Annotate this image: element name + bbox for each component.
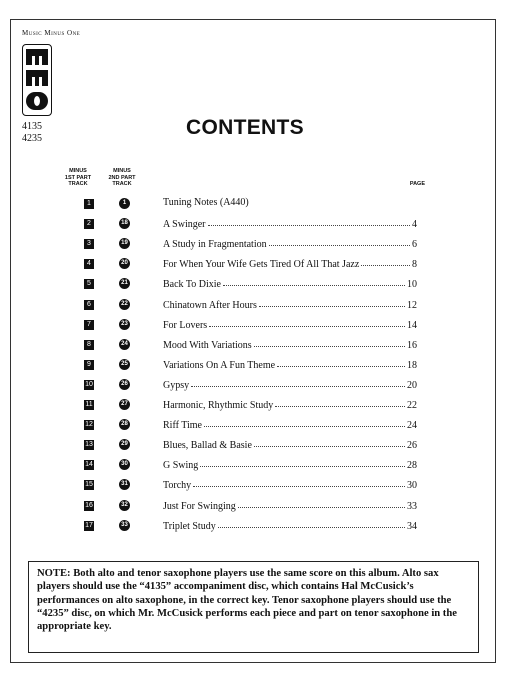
dot-leader bbox=[254, 436, 405, 447]
entry-line bbox=[163, 437, 417, 451]
second-part-track-number: 28 bbox=[119, 419, 130, 430]
publisher-name: Music Minus One bbox=[22, 29, 81, 37]
list-item bbox=[0, 216, 507, 236]
entry-page: 14 bbox=[407, 319, 417, 331]
second-part-track-number: 21 bbox=[119, 278, 130, 289]
entry-page: 10 bbox=[407, 279, 417, 291]
entry-title: Back To Dixie bbox=[163, 279, 221, 291]
entry-line bbox=[163, 337, 417, 351]
second-part-track-number: 22 bbox=[119, 299, 130, 310]
dot-leader bbox=[204, 416, 405, 427]
catalog-numbers bbox=[22, 121, 42, 145]
second-part-track-number: 1 bbox=[119, 198, 130, 209]
list-item bbox=[0, 297, 507, 317]
first-part-track-number: 12 bbox=[85, 421, 93, 429]
dot-leader bbox=[277, 356, 405, 367]
first-part-track-number: 15 bbox=[85, 481, 93, 489]
entry-page: 6 bbox=[412, 239, 417, 251]
dot-leader bbox=[193, 476, 405, 487]
entry-line bbox=[163, 297, 417, 311]
entry-page: 28 bbox=[407, 460, 417, 472]
entry-title: A Swinger bbox=[163, 219, 206, 231]
dot-leader bbox=[259, 296, 405, 307]
entry-title: Riff Time bbox=[163, 420, 202, 432]
second-part-track-number: 30 bbox=[119, 459, 130, 470]
catalog-number: 4235 bbox=[22, 133, 42, 144]
logo-o bbox=[26, 92, 48, 110]
dot-leader bbox=[254, 336, 405, 347]
logo-m-top bbox=[26, 49, 48, 65]
list-item bbox=[0, 317, 507, 337]
logo-m-middle bbox=[26, 70, 48, 86]
entry-title: Mood With Variations bbox=[163, 339, 252, 351]
list-item bbox=[0, 477, 507, 497]
list-item bbox=[0, 236, 507, 256]
first-part-track-number: 2 bbox=[84, 219, 94, 229]
entry-line bbox=[163, 196, 417, 210]
entry-title: Blues, Ballad & Basie bbox=[163, 440, 252, 452]
entry-title: For Lovers bbox=[163, 319, 208, 331]
list-item bbox=[0, 256, 507, 276]
first-part-track-number: 14 bbox=[85, 461, 93, 469]
dot-leader bbox=[191, 376, 405, 387]
list-item bbox=[0, 417, 507, 437]
first-part-track-number: 3 bbox=[84, 239, 94, 249]
header-text: MINUS 1ST PART TRACK bbox=[64, 168, 92, 187]
entry-line bbox=[163, 317, 417, 331]
entry-page: 34 bbox=[407, 520, 417, 532]
list-item bbox=[0, 357, 507, 377]
list-item bbox=[0, 196, 507, 216]
entry-page: 24 bbox=[407, 420, 417, 432]
second-part-track-number: 33 bbox=[119, 520, 130, 531]
catalog-number: 4135 bbox=[22, 121, 42, 132]
entry-line bbox=[163, 498, 417, 512]
first-part-track-number: 11 bbox=[85, 401, 93, 408]
dot-leader bbox=[218, 517, 405, 528]
second-part-track-number: 29 bbox=[119, 439, 130, 450]
second-part-track-number: 18 bbox=[119, 218, 130, 229]
header-text: MINUS 2ND PART TRACK bbox=[108, 168, 136, 187]
second-part-track-number: 19 bbox=[119, 238, 130, 249]
entry-line bbox=[163, 417, 417, 431]
first-part-track-number: 5 bbox=[84, 279, 94, 289]
entry-line bbox=[163, 276, 417, 290]
entry-page: 16 bbox=[407, 339, 417, 351]
list-item bbox=[0, 518, 507, 538]
entry-page: 20 bbox=[407, 379, 417, 391]
first-part-track-number: 4 bbox=[84, 259, 94, 269]
dot-leader bbox=[209, 316, 405, 327]
list-item bbox=[0, 276, 507, 296]
first-part-track-number: 10 bbox=[85, 380, 93, 388]
dot-leader bbox=[269, 235, 410, 246]
entry-title: Harmonic, Rhythmic Study bbox=[163, 400, 274, 411]
entry-title: Torchy bbox=[163, 480, 192, 492]
note-box: NOTE: Both alto and tenor saxophone players use the same score on this album. Alto sax players should use the “4135” accompaniment disc, which contains Hal McCusick’s performances on alto saxophone, in the correct key. Tenor saxophone players should use the “4235” disc, on which Mr. McCusick performs each piece and part on tenor saxophone in the appropriate key. bbox=[28, 561, 479, 653]
list-item bbox=[0, 437, 507, 457]
page-title: CONTENTS bbox=[186, 116, 304, 139]
second-part-track-number: 31 bbox=[119, 479, 130, 490]
entry-title: G Swing bbox=[163, 460, 199, 472]
entry-line bbox=[163, 236, 417, 250]
first-part-track-number: 9 bbox=[84, 360, 94, 370]
entry-title: For When Your Wife Gets Tired Of All That Jazz bbox=[163, 259, 360, 271]
entry-page: 22 bbox=[407, 400, 417, 411]
entry-line bbox=[163, 216, 417, 230]
list-item bbox=[0, 337, 507, 357]
dot-leader bbox=[223, 275, 405, 286]
first-part-track-number: 6 bbox=[84, 300, 94, 310]
entry-page: 8 bbox=[412, 259, 417, 271]
first-part-track-number: 8 bbox=[84, 340, 94, 350]
entry-line bbox=[163, 377, 417, 391]
entry-title: Gypsy bbox=[163, 379, 190, 391]
list-item bbox=[0, 397, 507, 417]
list-item bbox=[0, 498, 507, 518]
second-part-track-number: 25 bbox=[119, 359, 130, 370]
entry-page: 26 bbox=[407, 440, 417, 452]
entry-line bbox=[163, 357, 417, 371]
second-part-track-number: 26 bbox=[119, 379, 130, 390]
first-part-track-number: 7 bbox=[84, 320, 94, 330]
dot-leader bbox=[275, 396, 405, 407]
entry-page: 4 bbox=[412, 219, 417, 231]
entry-title: Variations On A Fun Theme bbox=[163, 359, 276, 371]
entry-title: Just For Swinging bbox=[163, 500, 236, 512]
entry-title: Triplet Study bbox=[163, 520, 216, 532]
mmo-logo bbox=[22, 44, 52, 116]
second-part-track-number: 20 bbox=[119, 258, 130, 269]
second-part-track-number: 32 bbox=[119, 500, 130, 511]
entry-page: 18 bbox=[407, 359, 417, 371]
list-item bbox=[0, 377, 507, 397]
second-part-track-number: 27 bbox=[119, 399, 130, 410]
header-page: PAGE bbox=[409, 181, 425, 187]
entry-title: A Study in Fragmentation bbox=[163, 239, 267, 251]
entry-line bbox=[163, 457, 417, 471]
entry-line bbox=[163, 518, 417, 532]
entry-page: 33 bbox=[407, 500, 417, 512]
second-part-track-number: 23 bbox=[119, 319, 130, 330]
dot-leader bbox=[361, 255, 410, 266]
header-minus-first-part bbox=[58, 168, 98, 188]
entry-line bbox=[163, 256, 417, 270]
dot-leader bbox=[238, 497, 405, 508]
entry-line bbox=[163, 397, 417, 411]
entry-title: Tuning Notes (A440) bbox=[163, 197, 249, 208]
dot-leader bbox=[208, 215, 411, 226]
entry-title: Chinatown After Hours bbox=[163, 299, 257, 311]
dot-leader bbox=[200, 456, 405, 467]
first-part-track-number: 1 bbox=[84, 199, 94, 209]
entry-line bbox=[163, 477, 417, 491]
first-part-track-number: 17 bbox=[85, 521, 93, 529]
second-part-track-number: 24 bbox=[119, 339, 130, 350]
first-part-track-number: 13 bbox=[85, 441, 93, 449]
first-part-track-number: 16 bbox=[85, 501, 93, 509]
list-item bbox=[0, 457, 507, 477]
entry-page: 30 bbox=[407, 480, 417, 492]
header-minus-second-part bbox=[102, 168, 142, 188]
entry-page: 12 bbox=[407, 299, 417, 311]
